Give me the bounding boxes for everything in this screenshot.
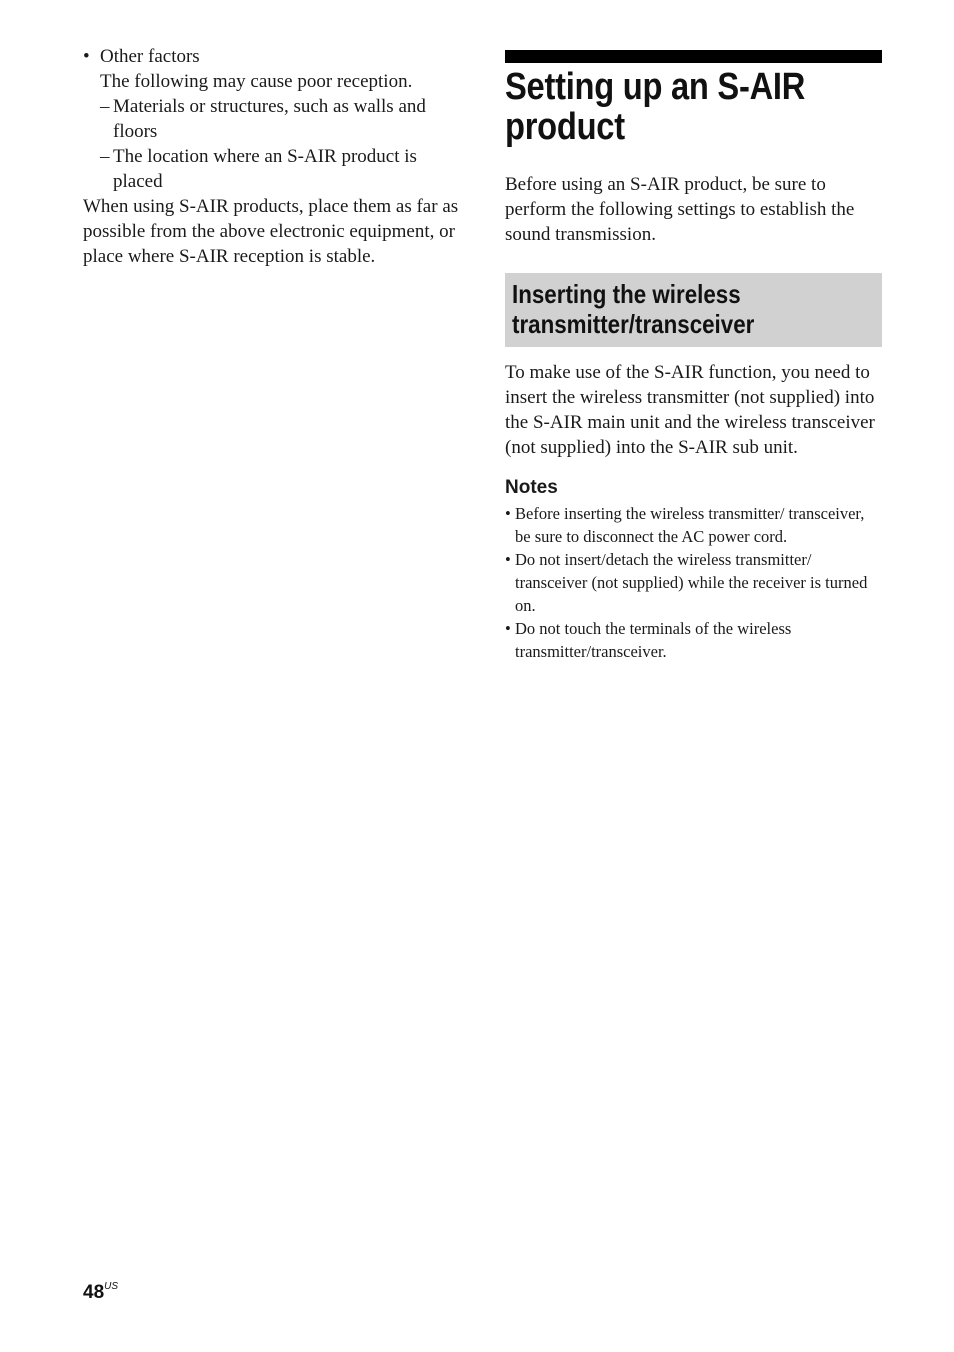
section-header	[505, 273, 882, 347]
note-item	[505, 617, 882, 663]
dash-item	[100, 94, 463, 144]
dash-icon: –	[100, 146, 110, 167]
dash-item-text: The location where an S-AIR product is placed	[113, 146, 417, 192]
page-number-suffix: US	[104, 1281, 119, 1292]
bullet-item	[83, 44, 463, 69]
right-column	[505, 50, 882, 663]
bullet-icon: •	[505, 504, 511, 523]
section-title: Inserting the wireless transmitter/transceiver	[512, 279, 755, 339]
bullet-icon: •	[505, 550, 511, 569]
section-body: To make use of the S-AIR function, you need to insert the wireless transmitter (not supplied) into the S-AIR main unit and the wireless transceiver (not supplied) into the S-AIR sub unit.	[505, 362, 875, 458]
notes-list	[505, 502, 882, 663]
title-rule	[505, 50, 882, 63]
bullet-icon: •	[83, 46, 90, 67]
dash-icon: –	[100, 96, 110, 117]
note-text: Do not touch the terminals of the wireless transmitter/transceiver.	[515, 619, 792, 661]
page-title: Setting up an S-AIR product	[505, 66, 806, 148]
dash-item-text: Materials or structures, such as walls and floors	[113, 96, 426, 142]
intro-paragraph: Before using an S-AIR product, be sure to perform the following settings to establish the sound transmission.	[505, 174, 855, 245]
note-item	[505, 548, 882, 617]
page-number	[83, 1281, 118, 1304]
left-column	[83, 44, 463, 269]
bullet-title: Other factors	[100, 46, 200, 67]
page-number-value: 48	[83, 1282, 105, 1303]
closing-paragraph: When using S-AIR products, place them as far as possible from the above electronic equipment, or place where S-AIR reception is stable.	[83, 196, 459, 267]
dash-item	[100, 144, 463, 194]
note-text: Before inserting the wireless transmitter/ transceiver, be sure to disconnect the AC power cord.	[515, 504, 865, 546]
note-text: Do not insert/detach the wireless transmitter/ transceiver (not supplied) while the receiver is turned on.	[515, 550, 868, 615]
note-item	[505, 502, 882, 548]
notes-heading: Notes	[505, 477, 558, 498]
bullet-intro: The following may cause poor reception.	[100, 71, 413, 92]
bullet-icon: •	[505, 619, 511, 638]
